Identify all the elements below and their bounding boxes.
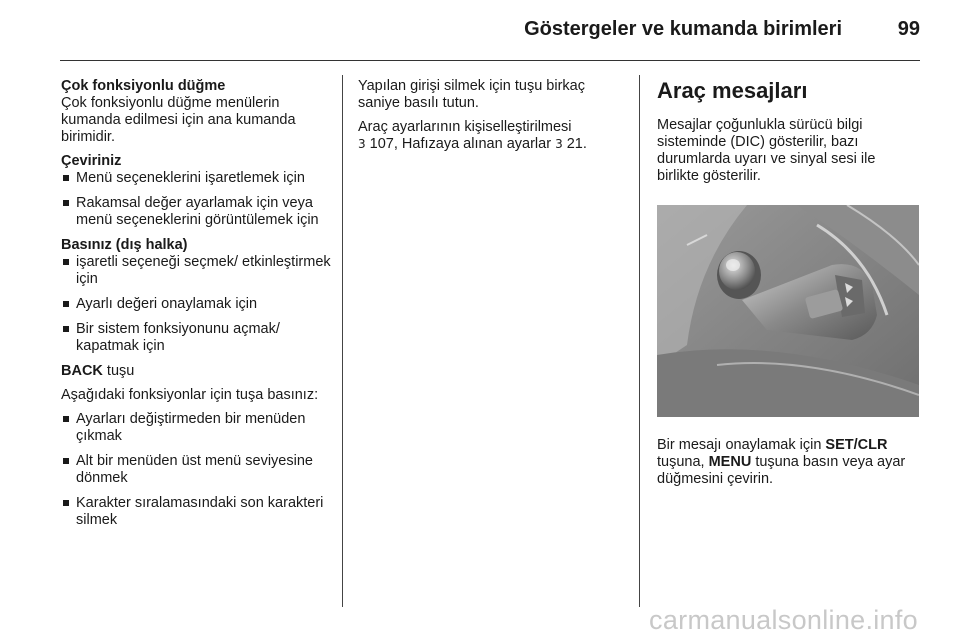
list-item: Rakamsal değer ayarlamak için veya menü seçeneklerini görüntülemek için (61, 195, 331, 229)
column-divider-right (639, 75, 640, 607)
list-item: Karakter sıralamasındaki son karakteri silmek (61, 495, 331, 529)
column-divider-left (342, 75, 343, 607)
column-1 (61, 78, 331, 537)
reference-2: 21. (562, 136, 587, 152)
back-key-suffix: tuşu (102, 363, 135, 379)
stalk-control-photo (657, 205, 919, 417)
reference-text: Araç ayarlarının kişiselleştirilmesi (358, 119, 572, 135)
column-2 (358, 78, 623, 160)
confirm-text-c: tuşuna basın veya ayar düğmesini çevirin. (657, 454, 906, 487)
list-item: Alt bir menüden üst menü seviyesine dönmek (61, 453, 331, 487)
list-item: Ayarlı değeri onaylamak için (61, 296, 331, 313)
confirm-text-b: tuşuna, (657, 454, 709, 470)
paragraph-delete: Yapılan girişi silmek için tuşu birkaç saniye basılı tutun. (358, 78, 585, 111)
header-rule (60, 60, 920, 61)
paragraph-back: Aşağıdaki fonksiyonlar için tuşa basınız: (61, 387, 319, 403)
section-title-vehicle-messages: Araç mesajları (657, 78, 808, 103)
paragraph-messages: Mesajlar çoğunlukla sürücü bilgi sisteminde (DIC) gösterilir, bazı durumlarda uyarı ve sinyal sesi ile birlikte gösterilir. (657, 117, 876, 184)
column-3 (657, 78, 921, 495)
list-item: Bir sistem fonksiyonunu açmak/ kapatmak için (61, 321, 331, 355)
reference-1: 107, Hafızaya alınan ayarlar (365, 136, 556, 152)
page-header (0, 0, 960, 62)
paragraph-references (358, 119, 623, 153)
paragraph-intro: Çok fonksiyonlu düğme menülerin kumanda edilmesi için ana kumanda birimidir. (61, 95, 296, 145)
watermark: carmanualsonline.info (649, 605, 918, 635)
heading-multifunction-knob: Çok fonksiyonlu düğme (61, 78, 226, 94)
menu-key: MENU (708, 454, 752, 470)
back-key-label: BACK (61, 363, 103, 379)
heading-turn: Çeviriniz (61, 153, 122, 169)
confirm-text-a: Bir mesajı onaylamak için (657, 437, 826, 453)
page-number: 99 (897, 18, 920, 40)
list-turn (61, 170, 331, 229)
set-clr-key: SET/CLR (825, 437, 888, 453)
heading-back-key (61, 363, 331, 380)
page-ref-icon[interactable]: 3 (358, 137, 366, 151)
paragraph-confirm (657, 437, 921, 488)
list-back (61, 411, 331, 529)
page-title: Göstergeler ve kumanda birimleri (524, 18, 842, 40)
page-ref-icon[interactable]: 3 (555, 137, 563, 151)
heading-press: Basınız (dış halka) (61, 237, 188, 253)
list-item: Ayarları değiştirmeden bir menüden çıkmak (61, 411, 331, 445)
list-item: Menü seçeneklerini işaretlemek için (61, 170, 331, 187)
list-press (61, 254, 331, 355)
list-item: işaretli seçeneği seçmek/ etkinleştirmek için (61, 254, 331, 288)
